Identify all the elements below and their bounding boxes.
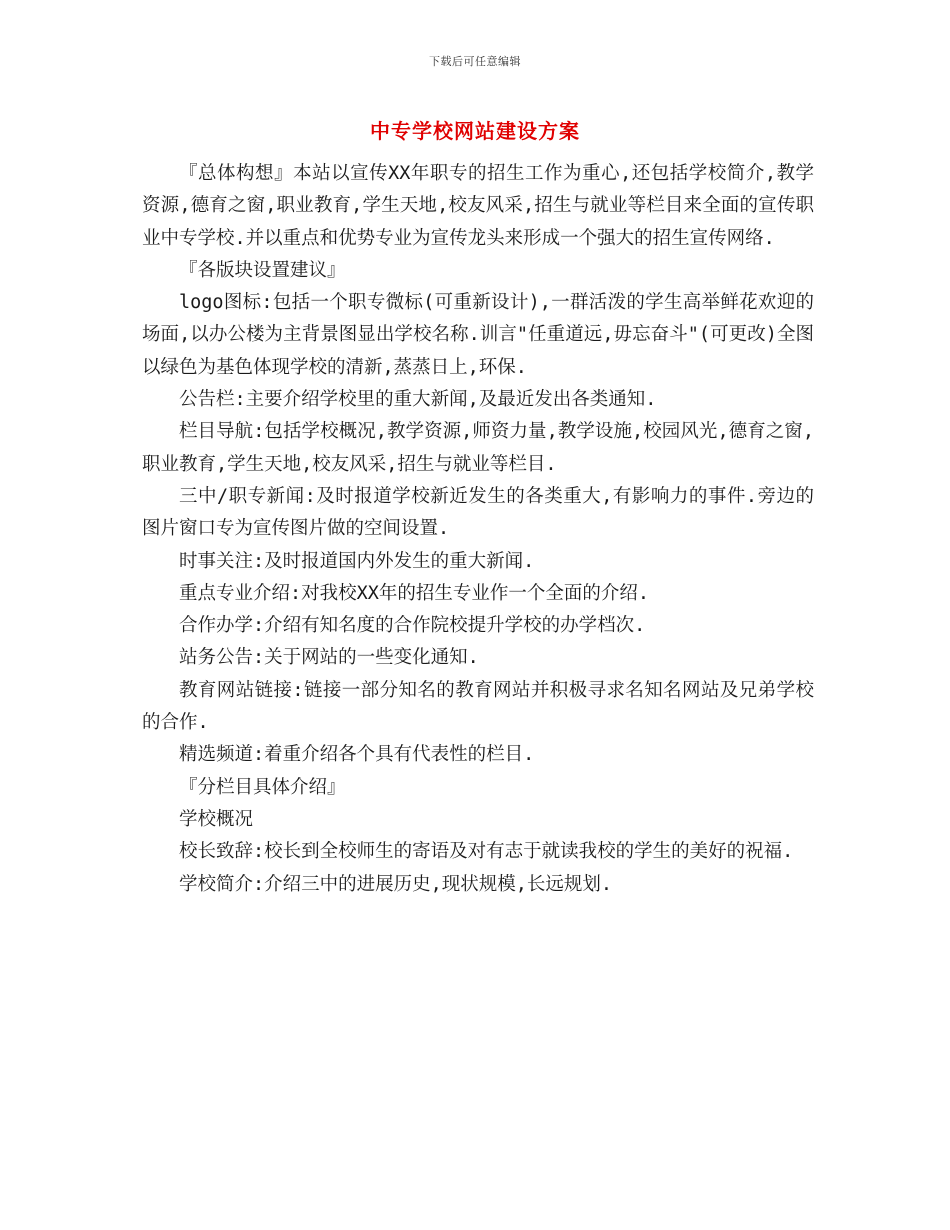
paragraph-logo: logo图标:包括一个职专微标(可重新设计),一群活泼的学生高举鲜花欢迎的场面,以办公楼为主背景图显出学校名称.训言"任重道远,毋忘奋斗"(可更改)全图以绿色为基色体现学校的清新,蒸蒸日上,环保.: [142, 292, 814, 378]
header-note: 下载后可任意编辑: [429, 55, 521, 68]
section-heading-modules: 『各版块设置建议』: [179, 259, 346, 281]
paragraph-school-news: 三中/职专新闻:及时报道学校新近发生的各类重大,有影响力的事件.旁边的图片窗口专为宣传图片做的空间设置.: [142, 485, 814, 540]
subheading-school-overview: 学校概况: [179, 808, 254, 830]
document-body: [142, 158, 814, 901]
paragraph-cooperation: 合作办学:介绍有知名度的合作院校提升学校的办学档次.: [179, 615, 646, 637]
paragraph-featured-channels: 精选频道:着重介绍各个具有代表性的栏目.: [179, 744, 535, 766]
paragraph-navigation: 栏目导航:包括学校概况,教学资源,师资力量,教学设施,校园风光,德育之窗,职业教育,学生天地,校友风采,招生与就业等栏目.: [142, 421, 814, 475]
paragraph-school-intro: 学校简介:介绍三中的进展历史,现状规模,长远规划.: [179, 873, 613, 895]
paragraph-current-affairs: 时事关注:及时报道国内外发生的重大新闻.: [179, 550, 535, 572]
paragraph-key-majors: 重点专业介绍:对我校XX年的招生专业作一个全面的介绍.: [179, 582, 650, 604]
document-title: 中专学校网站建设方案: [370, 119, 580, 143]
paragraph-bulletin: 公告栏:主要介绍学校里的重大新闻,及最近发出各类通知.: [179, 389, 657, 411]
section-heading-columns: 『分栏目具体介绍』: [179, 776, 346, 798]
paragraph-edu-links: 教育网站链接:链接一部分知名的教育网站并积极寻求名知名网站及兄弟学校的合作.: [142, 679, 814, 734]
paragraph-principal-message: 校长致辞:校长到全校师生的寄语及对有志于就读我校的学生的美好的祝福.: [179, 841, 794, 863]
paragraph-overview: 『总体构想』本站以宣传XX年职专的招生工作为重心,还包括学校简介,教学资源,德育之窗,职业教育,学生天地,校友风采,招生与就业等栏目来全面的宣传职业中专学校.并以重点和优势专业为宣传龙头来形成一个强大的招生宣传网络.: [142, 163, 814, 249]
paragraph-site-notice: 站务公告:关于网站的一些变化通知.: [179, 647, 479, 669]
